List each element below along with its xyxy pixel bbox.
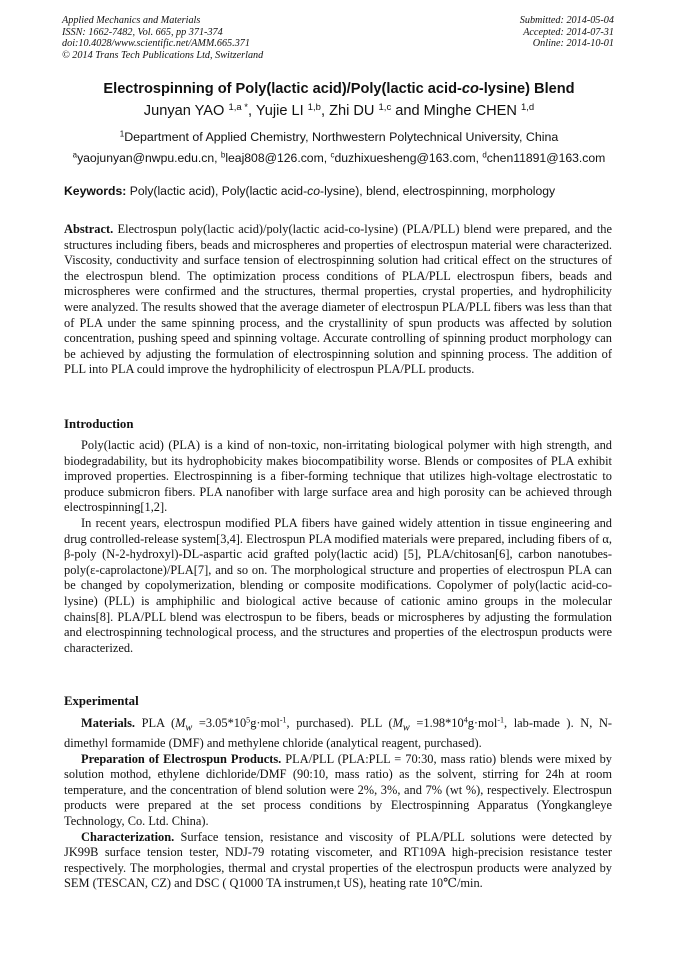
introduction-body: [64, 438, 612, 656]
author: Minghe CHEN: [423, 103, 517, 119]
doi: doi:10.4028/www.scientific.net/AMM.665.371: [62, 38, 250, 50]
email-link[interactable]: chen11891@163.com: [486, 151, 606, 165]
introduction-heading: Introduction: [64, 417, 134, 431]
issn: ISSN: 1662-7482, Vol. 665, pp 371-374: [62, 26, 223, 38]
accepted-date: Accepted: 2014-07-31: [523, 26, 614, 38]
preparation-paragraph: Preparation of Electrospun Products. PLA/PLL (PLA:PLL = 70:30, mass ratio) blends were mixed by solution mothod, ethylene dichloride/DMF (90:10, mass ratio) as the solvent, stirring for 24h at room temperature, and the concentration of blend solution were 2%, 3%, and 7% (wt %), respectively. Electrospun products were prepared at the set process conditions by Electrospinning Apparatus (Yongkangleye Technology, Co. Ltd. China).: [64, 751, 613, 829]
abstract-label: Abstract.: [64, 222, 114, 236]
journal-header-right: [520, 15, 614, 50]
copyright: © 2014 Trans Tech Publications Ltd, Switzerland: [62, 49, 264, 61]
paragraph: In recent years, electrospun modified PLA fibers have gained widely attention in tissue engineering and drug controlled-release system[3,4]. Electrospun PLA modified materials were prepared, including fibers of α, β-poly (N-2-hydroxyl)-DL-aspartic acid grafted poly(lactic acid) [5], PLA/chitosan[6], carbon nanotubes-poly(ε-caprolactone)/PLA[7], and so on. The morphological structure and properties of electrospun PLA can be changed by copolymerization, blending or composite modifications. Copolymer of poly(lactic acid-co-lysine) (PLL) is amphiphilic and biological active because of cationic amino groups in the molecular chains[8]. PLA/PLL blend was electrospun to be fibers, beads or microspheres by adjusting the formulation and electrospinning technological process, and the structures and properties of the electrospun products were characterized.: [64, 515, 613, 655]
author-emails: $^a$yaojunyan@nwpu.edu.cn, $^b$leaj808@126.com, $^c$duzhixuesheng@163.com, $^d$chen11891@163.com: [72, 150, 606, 165]
email-link[interactable]: duzhixuesheng@163.com: [334, 151, 476, 165]
author: Yujie LI: [255, 103, 304, 119]
author: Zhi DU: [329, 103, 375, 119]
author: Junyan YAO: [143, 103, 225, 119]
submitted-date: Submitted: 2014-05-04: [519, 15, 614, 26]
materials-paragraph: Materials. PLA ($M_w =3.05*10^5g\cdot mol^{-1}$, purchased). PLL ($M_w =1.98*10^4g\cdot mol^{-1}$, lab-made ). N, N- dimethyl formamide (DMF) and methylene chloride (analytical reagent, purchased).: [64, 715, 613, 751]
keywords-label: Keywords:: [64, 184, 127, 198]
email-link[interactable]: yaojunyan@nwpu.edu.cn: [77, 151, 215, 165]
journal-header-left: [62, 15, 263, 61]
paper-title: Electrospinning of Poly(lactic acid)/Poly(lactic acid-co-lysine) Blend: [103, 81, 575, 97]
characterization-paragraph: Characterization. Surface tension, resistance and viscosity of PLA/PLL solutions were detected by JK99B surface tension tester, NDJ-79 rotating viscometer, and RT109A high-precision resistance tester respectively. The morphologies, thermal and crystal properties of the electrospun products were analyzed by SEM (TESCAN, CZ) and DSC ( Q1000 TA instrumen,t US), heating rate 10℃/min.: [64, 829, 612, 891]
online-date: Online: 2014-10-01: [532, 38, 614, 50]
abstract: Abstract. Electrospun poly(lactic acid)/poly(lactic acid-co-lysine) (PLA/PLL) blend were prepared, and the structures including fibers, beads and microspheres and properties of electrospun material were characterized. Viscosity, conductivity and surface tension of electrospinning solution had critical effect on the structures of the electrospun blend. The optimization process conditions of PLA/PLL electrospun fibers, beads and microspheres were confirmed and the structures, thermal properties, crystal properties, and hydrophilicity were analyzed. The results showed that the average diameter of electrospun PLA/PLL fibers was less than that of PLA under the same spinning process, and the crystallinity of spun products was affected by solution concentration, pushing speed and spinning voltage. Accurate controlling of spinning product morphology can be achieved by adjusting the formulation of electrospinning solution and spinning process. The addition of PLL into PLA could improve the hydrophilicity of electrospun PLA/PLL products.: [64, 222, 613, 377]
keywords: Keywords: Poly(lactic acid), Poly(lactic acid-co-lysine), blend, electrospinning, morphology: [64, 184, 556, 198]
paragraph: Poly(lactic acid) (PLA) is a kind of non-toxic, non-irritating biological polymer with high strength, and biodegradability, but its hydrophobicity makes biocompatibility worse. Blends or composites of PLA exhibit improved properties. Electrospinning is a fiber-forming technique that utilizes high-voltage electrostatic to produce submicron fibers. PLA nanofiber with large surface area and high porosity can be achieved through electrospinning[1,2].: [64, 438, 612, 515]
journal-name: Applied Mechanics and Materials: [62, 15, 201, 26]
experimental-body: [64, 716, 612, 892]
affiliation: $^1$Department of Applied Chemistry, Northwestern Polytechnical University, China: [119, 129, 559, 144]
experimental-heading: Experimental: [64, 694, 139, 708]
email-link[interactable]: leaj808@126.com: [225, 151, 324, 165]
author-list: Junyan YAO $^{1,a *}$, Yujie LI $^{1,b}$, Zhi DU $^{1,c}$ and Minghe CHEN $^{1,d}$: [143, 101, 535, 119]
